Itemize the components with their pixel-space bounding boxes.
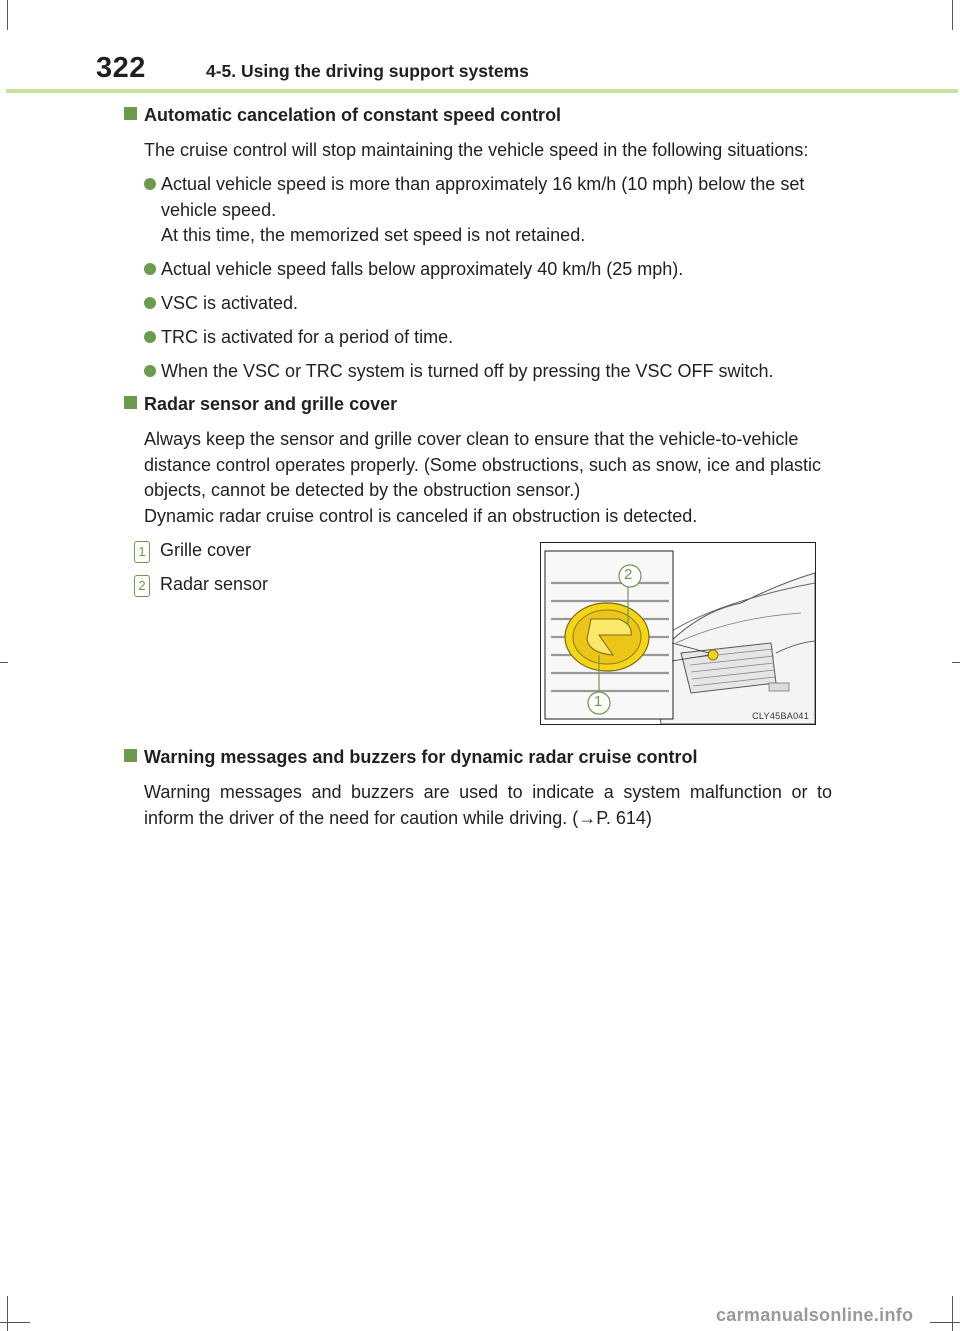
heading-auto-cancel [124,105,561,126]
list-item [144,257,844,283]
square-bullet-icon [124,396,137,409]
heading-text: Warning messages and buzzers for dynamic radar cruise control [144,747,698,767]
crop-mark [952,0,953,30]
footer-watermark: carmanualsonline.info [716,1305,914,1325]
heading-text: Radar sensor and grille cover [144,394,398,414]
crop-mark [952,662,960,663]
legend-label: Radar sensor [160,574,269,594]
bullet-dot-icon [144,297,156,309]
heading-text: Automatic cancelation of constant speed control [144,105,562,125]
crop-mark [0,662,8,663]
paragraph: The cruise control will stop maintaining the vehicle speed in the following situations: [144,140,809,160]
square-bullet-icon [124,107,137,120]
paragraph: Always keep the sensor and grille cover clean to ensure that the vehicle-to-vehicle distance control operates properly. (Some obstructions, such as snow, ice and plastic objects, cannot be detected by the obstruction sensor.) [144,429,822,500]
radar-sensor-figure [540,542,816,725]
crop-mark [930,1322,960,1323]
list-item [144,172,844,249]
bullet-text: VSC is activated. [161,293,299,313]
heading-radar [124,394,397,415]
callout-2: 2 [624,566,633,583]
legend-item [134,572,268,597]
crop-mark [952,1296,953,1331]
callout-number: 1 [134,541,150,563]
auto-cancel-intro [144,138,832,164]
legend-label: Grille cover [160,540,252,560]
bullet-dot-icon [144,331,156,343]
crop-mark [7,1296,8,1331]
list-item [144,325,844,351]
callout-number: 2 [134,575,150,597]
list-item [144,359,844,385]
bullet-text: TRC is activated for a period of time. [161,327,454,347]
warning-body [144,780,832,831]
page-number: 322 [96,52,146,84]
section-title: 4-5. Using the driving support systems [206,61,529,81]
heading-warning [124,747,698,768]
paragraph: Warning messages and buzzers are used to indicate a system malfunction or to inform the driver of the need for caution while driving. (→P. 614) [144,782,832,828]
bullet-dot-icon [144,178,156,190]
bullet-text: Actual vehicle speed falls below approximately 40 km/h (25 mph). [161,259,684,279]
bullet-dot-icon [144,365,156,377]
page-header [96,52,936,92]
bullet-dot-icon [144,263,156,275]
list-item [144,291,844,317]
crop-mark [7,0,8,30]
legend-item [134,538,251,563]
bullet-text: When the VSC or TRC system is turned off by pressing the VSC OFF switch. [161,361,774,381]
figure-code: CLY45BA041 [752,711,809,721]
square-bullet-icon [124,749,137,762]
radar-body [144,427,832,529]
crop-mark [0,1322,30,1323]
bullet-text: Actual vehicle speed is more than approximately 16 km/h (10 mph) below the set vehicle speed. [161,174,805,220]
bullet-note: At this time, the memorized set speed is not retained. [161,225,586,245]
header-rule [6,89,958,93]
paragraph: Dynamic radar cruise control is canceled if an obstruction is detected. [144,505,698,526]
callout-1: 1 [594,693,603,710]
grille-illustration [541,543,815,724]
